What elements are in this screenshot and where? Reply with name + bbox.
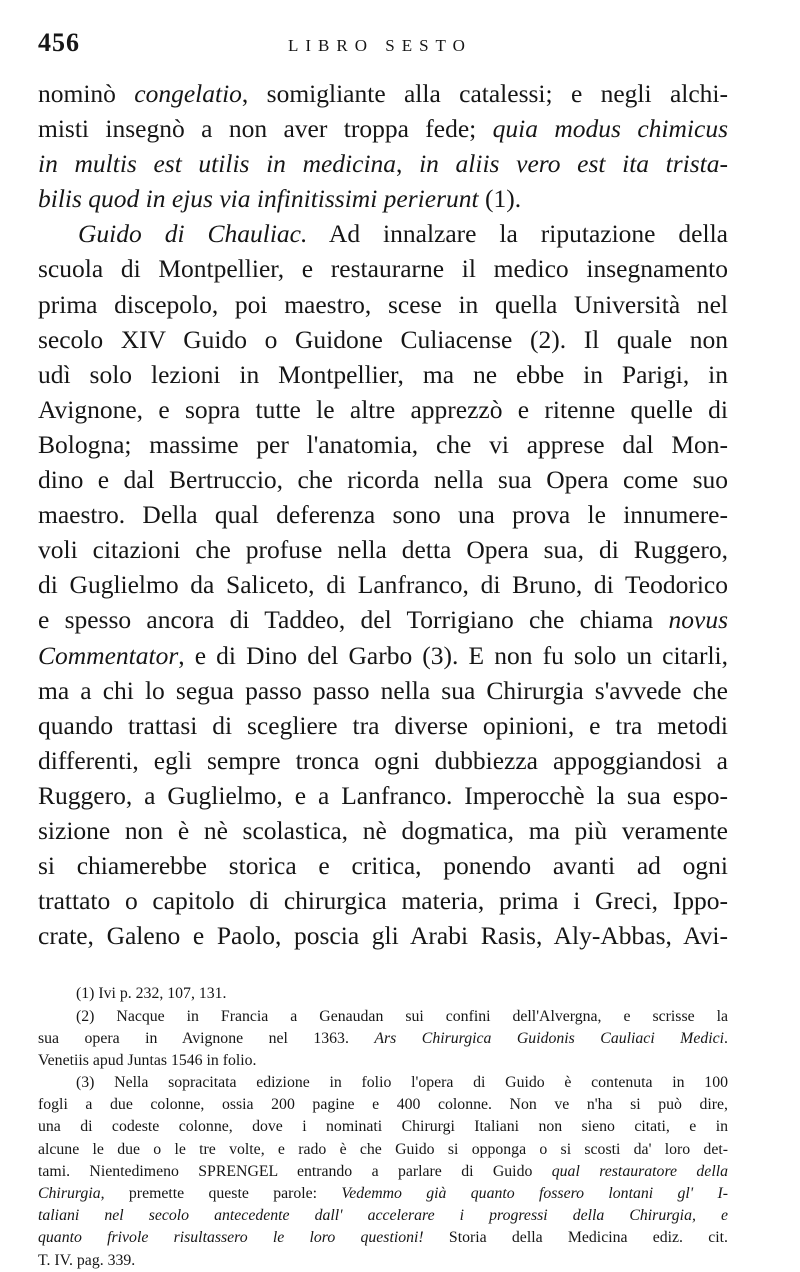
text-line: crate, Galeno e Paolo, poscia gli Arabi Rasis, Aly-Abbas, Avi- — [38, 921, 728, 951]
text-line: dino e dal Bertruccio, che ricorda nella sua Opera come suo — [38, 465, 728, 495]
book-page — [38, 28, 728, 1272]
footnote-line: (1) Ivi p. 232, 107, 131. — [76, 985, 227, 1003]
text-line: differenti, egli sempre tronca ogni dubbiezza appoggiandosi a — [38, 745, 728, 775]
main-text — [38, 76, 728, 953]
text-line: Guido di Chauliac. Ad innalzare la riputazione della — [78, 219, 728, 249]
footnote-line: sua opera in Avignone nel 1363. Ars Chirurgica Guidonis Cauliaci Medici. — [38, 1029, 728, 1047]
text-line: Commentator, e di Dino del Garbo (3). E non fu solo un citarli, — [38, 640, 728, 670]
footnote-line: (3) Nella sopracitata edizione in folio l'opera di Guido è contenuta in 100 — [76, 1074, 728, 1092]
footnotes — [38, 983, 728, 1271]
text-line: Bologna; massime per l'anatomia, che vi apprese dal Mon- — [38, 429, 728, 459]
footnote-line: quanto frivole risultassero le loro questioni! Storia della Medicina ediz. cit. — [38, 1229, 728, 1247]
text-line: e spesso ancora di Taddeo, del Torrigiano che chiama novus — [38, 605, 728, 635]
footnote-line: alcune le due o le tre volte, e rado è che Guido si opponga o si scosti da' loro det- — [38, 1140, 728, 1158]
text-line: maestro. Della qual deferenza sono una prova le innumere- — [38, 500, 728, 530]
text-line: nominò congelatio, somigliante alla catalessi; e negli alchi- — [38, 79, 729, 108]
text-line: secolo XIV Guido o Guidone Culiacense (2). Il quale non — [38, 324, 728, 354]
footnote-line: taliani nel secolo antecedente dall' accelerare i progressi della Chirurgia, e — [38, 1207, 728, 1225]
footnote-line: Chirurgia, premette queste parole: Vedemmo già quanto fossero lontani gl' I- — [38, 1185, 729, 1203]
text-line: misti insegnò a non aver troppa fede; quia modus chimicus — [38, 114, 728, 144]
text-line: prima discepolo, poi maestro, scese in quella Università nel — [38, 289, 728, 319]
text-line: bilis quod in ejus via infinitissimi perierunt (1). — [38, 184, 522, 214]
text-line: di Guglielmo da Saliceto, di Lanfranco, di Bruno, di Teodorico — [38, 570, 728, 600]
text-line: quando trattasi di scegliere tra diverse opinioni, e tra metodi — [38, 710, 728, 740]
text-line: Ruggero, a Guglielmo, e a Lanfranco. Imperocchè la sua espo- — [38, 780, 728, 810]
text-line: si chiamerebbe storica e critica, ponendo avanti ad ogni — [38, 851, 728, 881]
text-line: sizione non è nè scolastica, nè dogmatica, ma più veramente — [38, 815, 728, 845]
page-number: 456 — [38, 28, 80, 57]
text-line: udì solo lezioni in Montpellier, ma ne ebbe in Parigi, in — [38, 359, 728, 389]
footnote-line: fogli a due colonne, ossia 200 pagine e 400 colonne. Non ve n'ha si può dire, — [38, 1096, 728, 1114]
text-line: Avignone, e sopra tutte le altre apprezzò e ritenne quelle di — [38, 394, 728, 424]
text-line: in multis est utilis in medicina, in aliis vero est ita trista- — [38, 149, 729, 179]
footnote-line: tami. Nientedimeno SPRENGEL entrando a parlare di Guido qual restauratore della — [38, 1162, 728, 1180]
running-head: LIBRO SESTO — [288, 36, 472, 55]
footnote-line: T. IV. pag. 339. — [38, 1251, 136, 1269]
footnote-line: Venetiis apud Juntas 1546 in folio. — [38, 1051, 257, 1069]
footnote-line: una di codeste colonne, dove i nominati Chirurgi Italiani non sieno citati, e in — [38, 1118, 728, 1136]
footnote-line: (2) Nacque in Francia a Genaudan sui confini dell'Alvergna, e scrisse la — [76, 1007, 728, 1025]
text-line: voli citazioni che profuse nella detta Opera sua, di Ruggero, — [38, 535, 728, 565]
text-line: trattato o capitolo di chirurgica materia, prima i Greci, Ippo- — [38, 886, 728, 916]
page-header — [38, 28, 728, 76]
text-line: scuola di Montpellier, e restaurarne il medico insegnamento — [38, 254, 728, 284]
text-line: ma a chi lo segua passo passo nella sua Chirurgia s'avvede che — [38, 675, 728, 705]
